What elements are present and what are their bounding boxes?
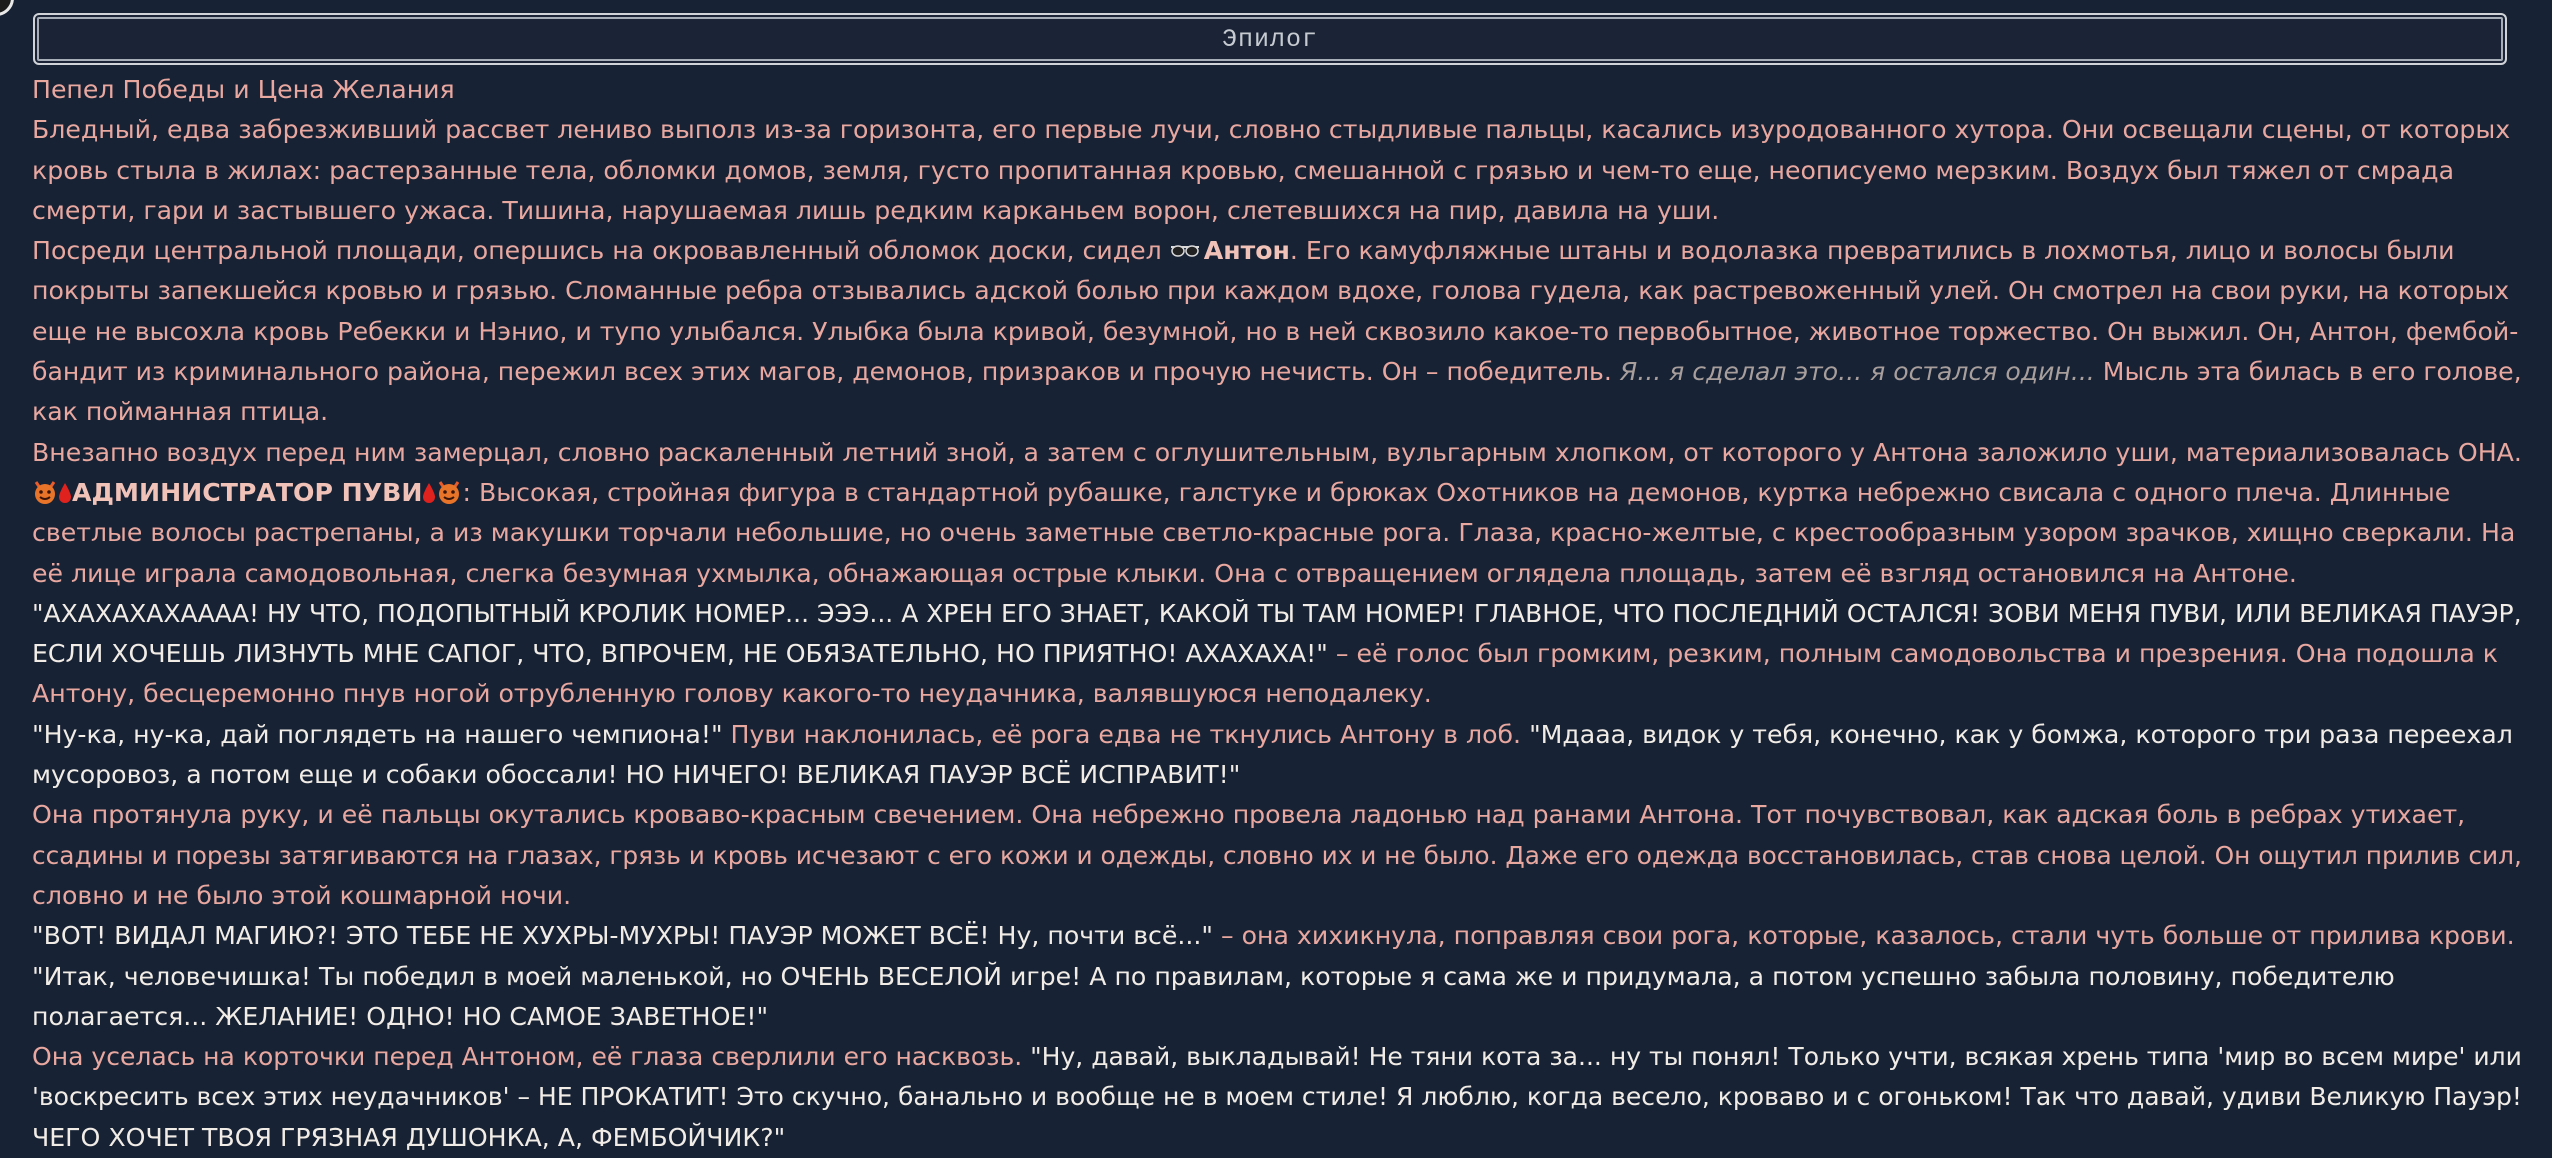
dialogue-line: ЧЕГО ХОЧЕТ ТВОЯ ГРЯЗНАЯ ДУШОНКА, А, ФЕМБОЙЧИК?"	[32, 1122, 786, 1152]
chapter-title: Эпилог	[1221, 24, 1318, 54]
dialogue-line: мусоровоз, а потом еще и собаки обоссали! НО НИЧЕГО! ВЕЛИКАЯ ПАУЭР ВСЁ ИСПРАВИТ!"	[32, 760, 1241, 790]
sunglasses-icon	[1170, 243, 1200, 259]
dialogue-line: 'воскресить всех этих неудачников' – НЕ ПРОКАТИТ! Это скучно, банально и вообще не в моем стиле! Я люблю, когда весело, кроваво и с огоньком! Так что давай, удиви Великую Пауэр!	[32, 1082, 2522, 1112]
dialogue-line: полагается... ЖЕЛАНИЕ! ОДНО! НО САМОЕ ЗАВЕТНОЕ!"	[32, 1001, 769, 1031]
paragraph-line: Антону, бесцеремонно пнув ногой отрубленную голову какого-то неудачника, валявшуюся неподалеку.	[32, 679, 1432, 709]
dialogue-line: "ВОТ! ВИДАЛ МАГИЮ?! ЭТО ТЕБЕ НЕ ХУХРЫ-МУХРЫ! ПАУЭР МОЖЕТ ВСЁ! Ну, почти всё..." – она хихикнула, поправляя свои рога, которые, казалось, стали чуть больше от прилива крови.	[32, 921, 2515, 951]
dialogue-line: "АХАХАХАХАААА! НУ ЧТО, ПОДОПЫТНЫЙ КРОЛИК НОМЕР... ЭЭЭ... А ХРЕН ЕГО ЗНАЕТ, КАКОЙ ТЫ ТАМ НОМЕР! ГЛАВНОЕ, ЧТО ПОСЛЕДНИЙ ОСТАЛСЯ! ЗОВИ МЕНЯ ПУВИ, ИЛИ ВЕЛИКАЯ ПАУЭР,	[32, 598, 2522, 628]
dialogue-line: "Итак, человечишка! Ты победил в моей маленькой, но ОЧЕНЬ ВЕСЕЛОЙ игре! А по правилам, которые я сама же и придумала, а потом успешно забыла половину, победителю	[32, 961, 2395, 991]
paragraph-line: Бледный, едва забрезживший рассвет лениво выполз из-за горизонта, его первые лучи, словно стыдливые пальцы, касались изуродованного хутора. Они освещали сцены, от которых	[32, 115, 2511, 145]
paragraph-line: Она протянула руку, и её пальцы окутались кроваво-красным свечением. Она небрежно провела ладонью над ранами Антона. Тот почувствовал, как адская боль в ребрах утихает,	[32, 800, 2466, 830]
devil-face-icon	[32, 479, 58, 505]
story-subtitle: Пепел Победы и Цена Желания	[32, 75, 455, 104]
dialogue-line: ЕСЛИ ХОЧЕШЬ ЛИЗНУТЬ МНЕ САПОГ, ЧТО, ВПРОЧЕМ, НЕ ОБЯЗАТЕЛЬНО, НО ПРИЯТНО! АХАХАХА!" – её голос был громким, резким, полным самодовольства и презрения. Она подошла к	[32, 639, 2499, 669]
dialogue-line: "Ну-ка, ну-ка, дай поглядеть на нашего чемпиона!" Пуви наклонилась, её рога едва не ткнулись Антону в лоб. "Мдааа, видок у тебя, конечно, как у бомжа, которого три раза переехал	[32, 719, 2513, 749]
character-name-admin: АДМИНИСТРАТОР ПУВИ	[72, 477, 423, 507]
dialogue-line: Она уселась на корточки перед Антоном, её глаза сверлили его насквозь. "Ну, давай, выкладывай! Не тяни кота за... ну ты понял! Только учти, всякая хрень типа 'мир во всем мире' или	[32, 1042, 2522, 1072]
inner-thought: Я... я сделал это... я остался один...	[1619, 357, 2095, 387]
paragraph-line: Внезапно воздух перед ним замерцал, словно раскаленный летний зной, а затем с оглушительным, вульгарным хлопком, от которого у Антона заложило уши, материализовалась ОНА.	[32, 437, 2522, 467]
story-text	[32, 70, 2522, 1158]
paragraph-line: её лице играла самодовольная, слегка безумная ухмылка, обнажающая острые клыки. Она с отвращением оглядела площадь, затем её взгляд остановился на Антоне.	[32, 558, 2297, 588]
blood-drop-icon	[422, 482, 436, 504]
paragraph-line: ссадины и порезы затягиваются на глазах, грязь и кровь исчезают с его кожи и одежды, словно их и не было. Даже его одежда восстановилась, став снова целой. Он ощутил прилив сил,	[32, 840, 2522, 870]
paragraph-line: смерти, гари и застывшего ужаса. Тишина, нарушаемая лишь редким карканьем ворон, слетевшихся на пир, давила на уши.	[32, 195, 1720, 225]
devil-face-icon	[436, 479, 462, 505]
chapter-title-bar	[33, 13, 2507, 65]
avatar[interactable]	[0, 0, 14, 16]
paragraph-line: бандит из криминального района, пережил всех этих магов, демонов, призраков и прочую нечисть. Он – победитель. Я... я сделал это... я остался один... Мысль эта билась в его голове,	[32, 357, 2522, 387]
character-name-anton: Антон	[1203, 236, 1290, 266]
paragraph-line: кровь стыла в жилах: растерзанные тела, обломки домов, земля, густо пропитанная кровью, смешанной с грязью и чем-то еще, неописуемо мерзким. Воздух был тяжел от смрада	[32, 155, 2455, 185]
paragraph-line: еще не высохла кровь Ребекки и Нэнио, и тупо улыбался. Улыбка была кривой, безумной, но в ней сквозило какое-то первобытное, животное торжество. Он выжил. Он, Антон, фембой-	[32, 316, 2519, 346]
paragraph-line: светлые волосы растрепаны, а из макушки торчали небольшие, но очень заметные светло-красные рога. Глаза, красно-желтые, с крестообразным узором зрачков, хищно сверкали. На	[32, 518, 2516, 548]
paragraph-line: словно и не было этой кошмарной ночи.	[32, 880, 572, 910]
paragraph-line: Посреди центральной площади, опершись на окровавленный обломок доски, сидел Антон. Его камуфляжные штаны и водолазка превратились в лохмотья, лицо и волосы были	[32, 236, 2455, 266]
paragraph-line: АДМИНИСТРАТОР ПУВИ : Высокая, стройная фигура в стандартной рубашке, галстуке и брюках Охотников на демонов, куртка небрежно свисала с одного плеча. Длинные	[32, 473, 2522, 513]
blood-drop-icon	[58, 482, 72, 504]
paragraph-line: покрыты запекшейся кровью и грязью. Сломанные ребра отзывались адской болью при каждом вдохе, голова гудела, как растревоженный улей. Он смотрел на свои руки, на которых	[32, 276, 2510, 306]
paragraph-line: как пойманная птица.	[32, 397, 329, 427]
